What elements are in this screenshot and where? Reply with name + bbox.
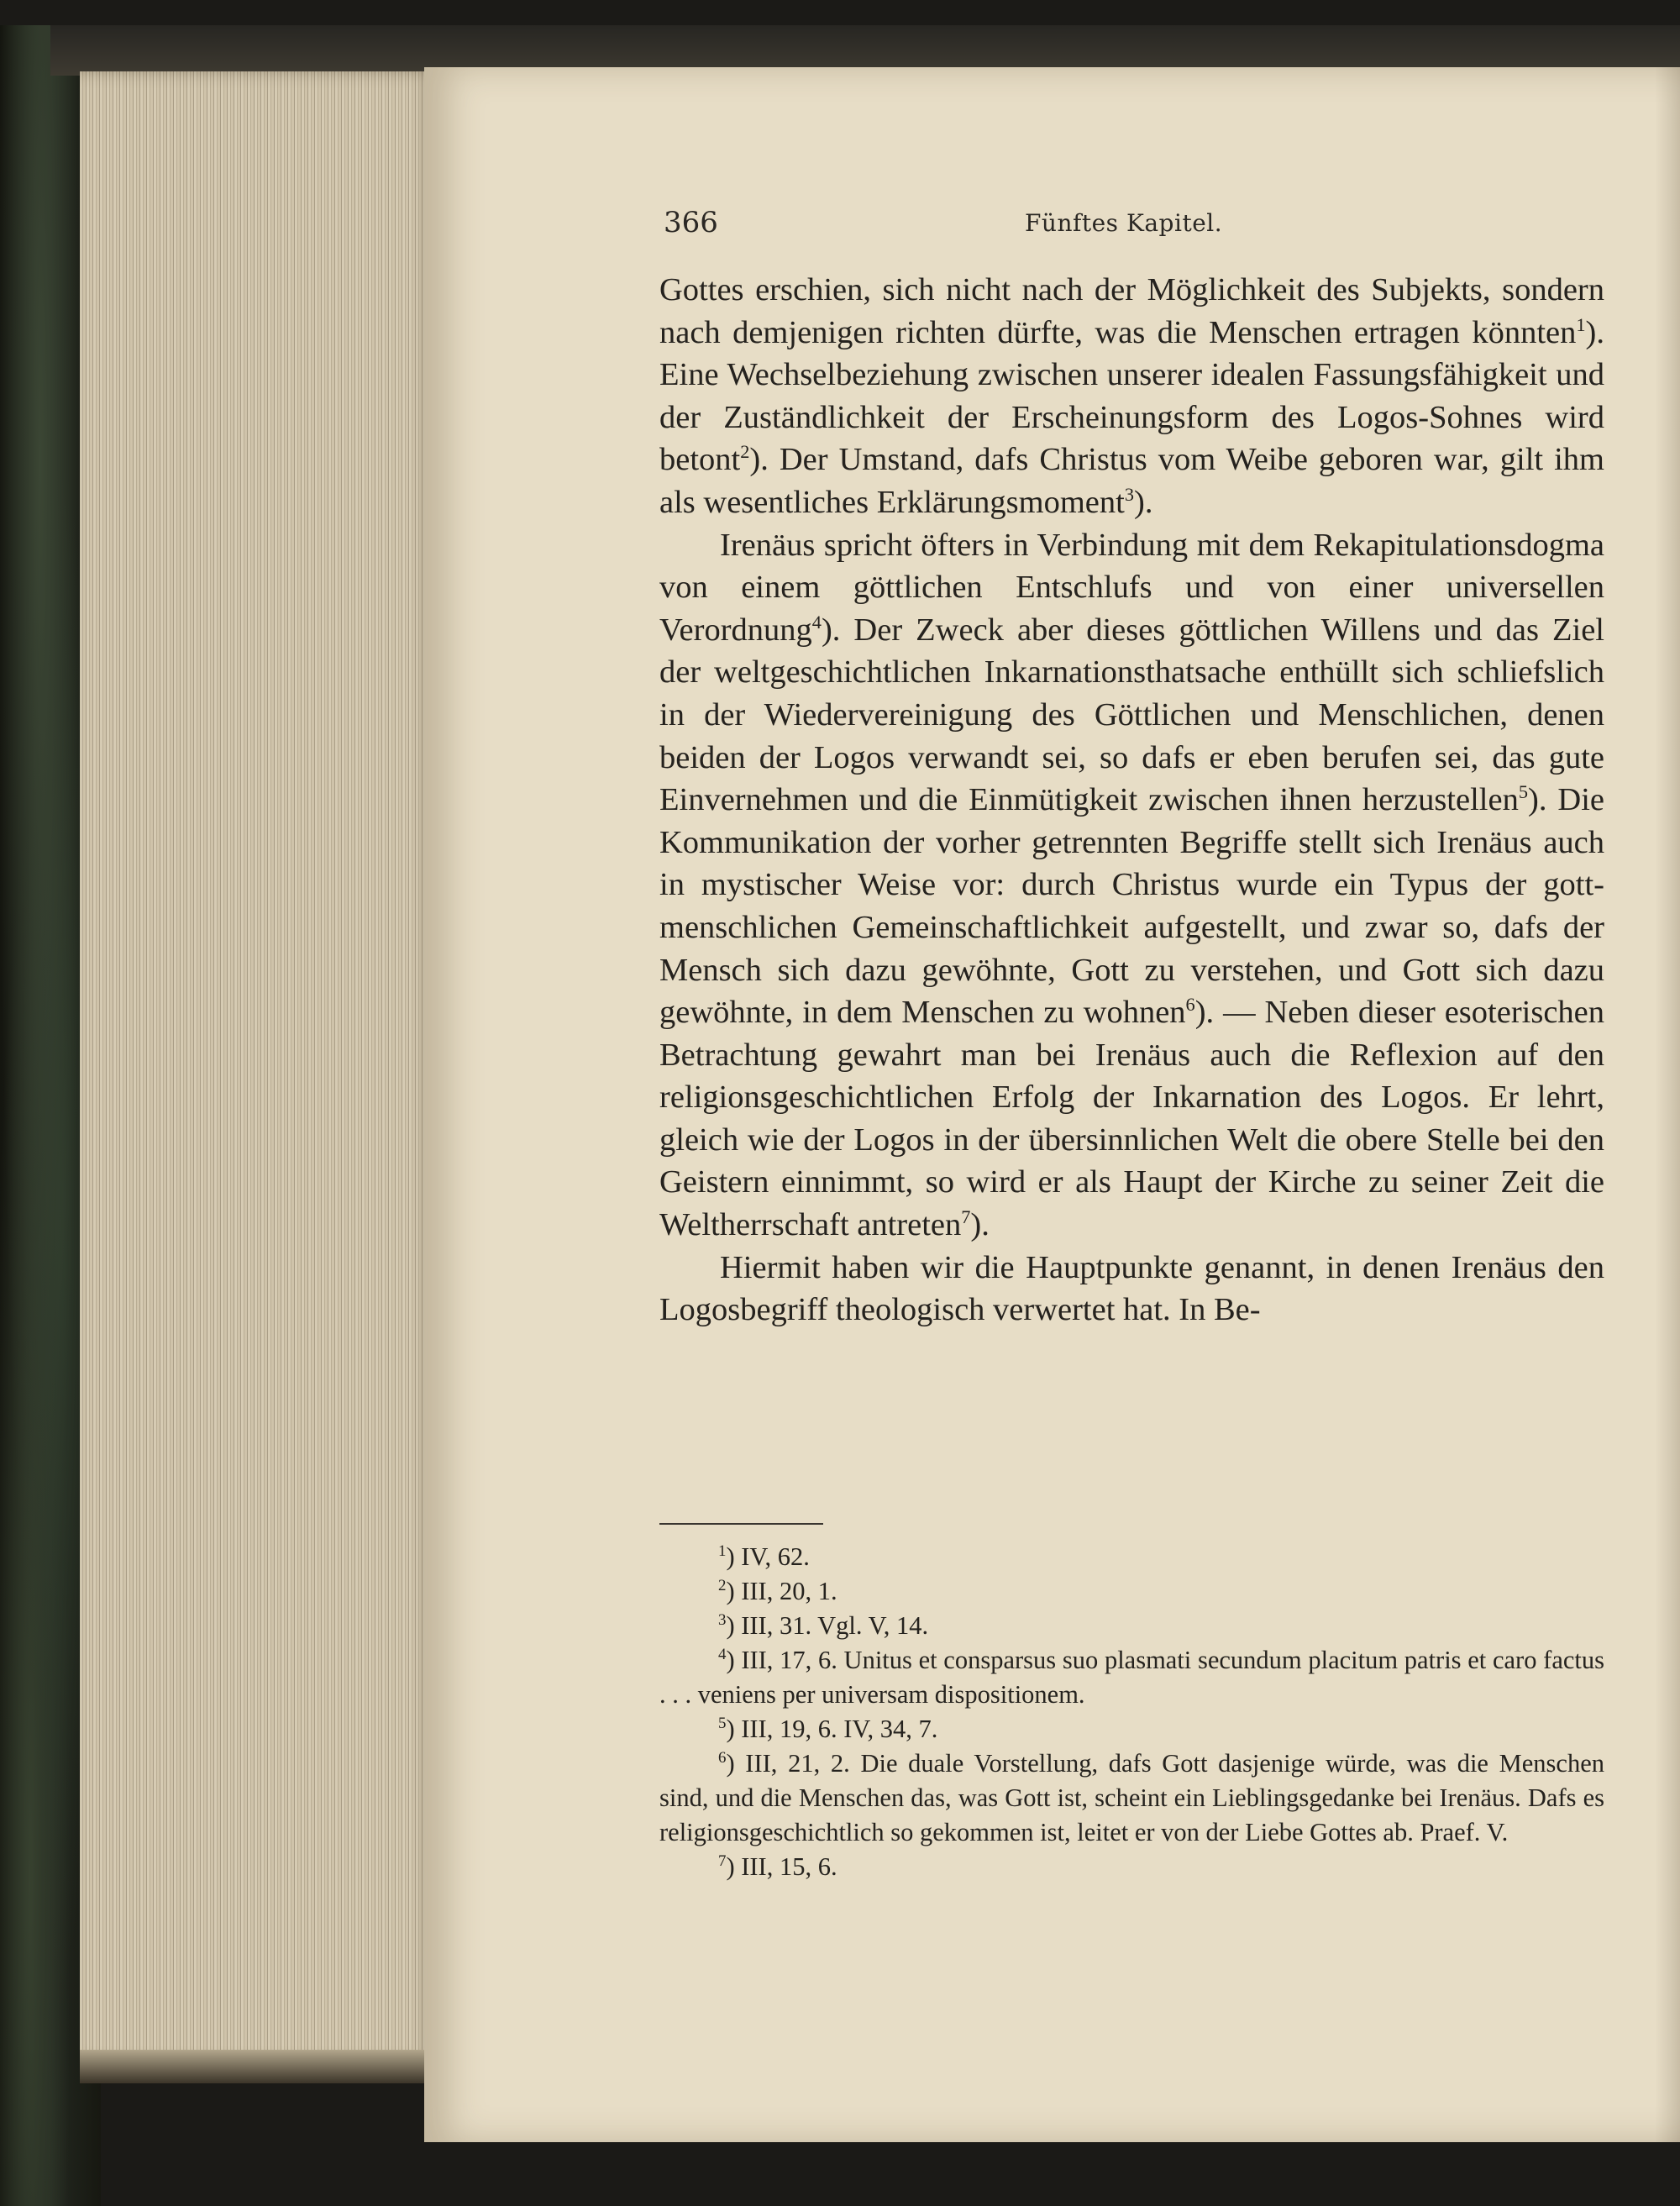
paragraph-2: Irenäus spricht öfters in Verbindung mit dem Rekapitulationsdogma von einem göttlichen Entschlufs und von einer universellen Verordnung$^4$). Der Zweck aber dieses göttlichen Willens und das Ziel der weltgeschichtlichen Inkarnationsthatsache enthüllt sich schliefslich in der Wiedervereinigung des Göttlichen und Menschlichen, denen beiden der Logos verwandt sei, so dafs er eben berufen sei, das gute Einvernehmen und die Einmütigkeit zwischen ihnen herzustellen$^5$). Die Kommunikation der vorher getrennten Begriffe stellt sich Irenäus auch in mystischer Weise vor: durch Christus wurde ein Typus der gott-menschlichen Gemeinschaftlichkeit aufgestellt, und zwar so, dafs der Mensch sich dazu gewöhnte, Gott zu verstehen, und Gott sich dazu gewöhnte, in dem Menschen zu wohnen$^6$). — Neben dieser esoterischen Betrachtung gewahrt man bei Irenäus auch die Reflexion auf den religionsgeschichtlichen Erfolg der Inkarnation des Logos. Er lehrt, gleich wie der Logos in der übersinnlichen Welt die obere Stelle bei den Geistern einnimmt, so wird er als Haupt der Kirche zu seiner Zeit die Weltherrschaft antreten$^7$).	[659, 527, 1604, 1243]
footnotes	[659, 1540, 1604, 1884]
footnote-2: $^2$) III, 20, 1.	[718, 1576, 837, 1605]
footnote-ref-1: 1	[1576, 313, 1586, 335]
page-block-edges	[80, 71, 437, 2062]
running-head	[664, 206, 1604, 248]
footnote-7: $^7$) III, 15, 6.	[718, 1851, 837, 1881]
footnote-4: $^4$) III, 17, 6. Unitus et consparsus suo plasmati secundum placitum patris et caro factus . . . veniens per universam dispositionem.	[659, 1645, 1604, 1709]
footnote-3: $^3$) III, 31. Vgl. V, 14.	[718, 1610, 929, 1640]
footnote-ref-6: 6	[1185, 994, 1195, 1016]
paragraph-3: Hiermit haben wir die Hauptpunkte genannt, in denen Irenäus den Logosbegriff theologisch verwertet hat. In Be-	[659, 1249, 1604, 1328]
footnote-ref-7: 7	[961, 1206, 971, 1228]
footnote-ref-5: 5	[1518, 781, 1528, 803]
page-number: 366	[664, 206, 718, 239]
footnote-ref-4: 4	[811, 611, 822, 633]
page-block-bottom	[80, 2050, 433, 2083]
footnote-1: $^1$) IV, 62.	[718, 1542, 810, 1571]
paragraph-1: Gottes erschien, sich nicht nach der Möglichkeit des Subjekts, sondern nach demjenigen richten dürfte, was die Menschen ertragen könnten$^1$). Eine Wechselbeziehung zwischen unserer idealen Fassungsfähigkeit und der Zuständlichkeit der Erscheinungsform des Logos-Sohnes wird betont$^2$). Der Umstand, dafs Christus vom Weibe geboren war, gilt ihm als wesentliches Erklärungsmoment$^3$).	[659, 272, 1604, 520]
footnote-5: $^5$) III, 19, 6. IV, 34, 7.	[718, 1714, 938, 1743]
footnote-rule	[659, 1523, 823, 1525]
page-shadow	[1655, 67, 1680, 2142]
chapter-title: Fünftes Kapitel.	[1025, 209, 1223, 237]
footnote-6: $^6$) III, 21, 2. Die duale Vorstellung, dafs Gott dasjenige würde, was die Menschen sind, und die Menschen das, was Gott ist, scheint ein Lieblingsgedanke bei Irenäus. Dafs es religionsgeschichtlich so gekommen ist, leitet er von der Liebe Gottes ab. Praef. V.	[659, 1748, 1604, 1846]
footnote-ref-2: 2	[740, 441, 750, 463]
main-text	[659, 269, 1604, 1331]
footnote-ref-3: 3	[1124, 484, 1135, 506]
